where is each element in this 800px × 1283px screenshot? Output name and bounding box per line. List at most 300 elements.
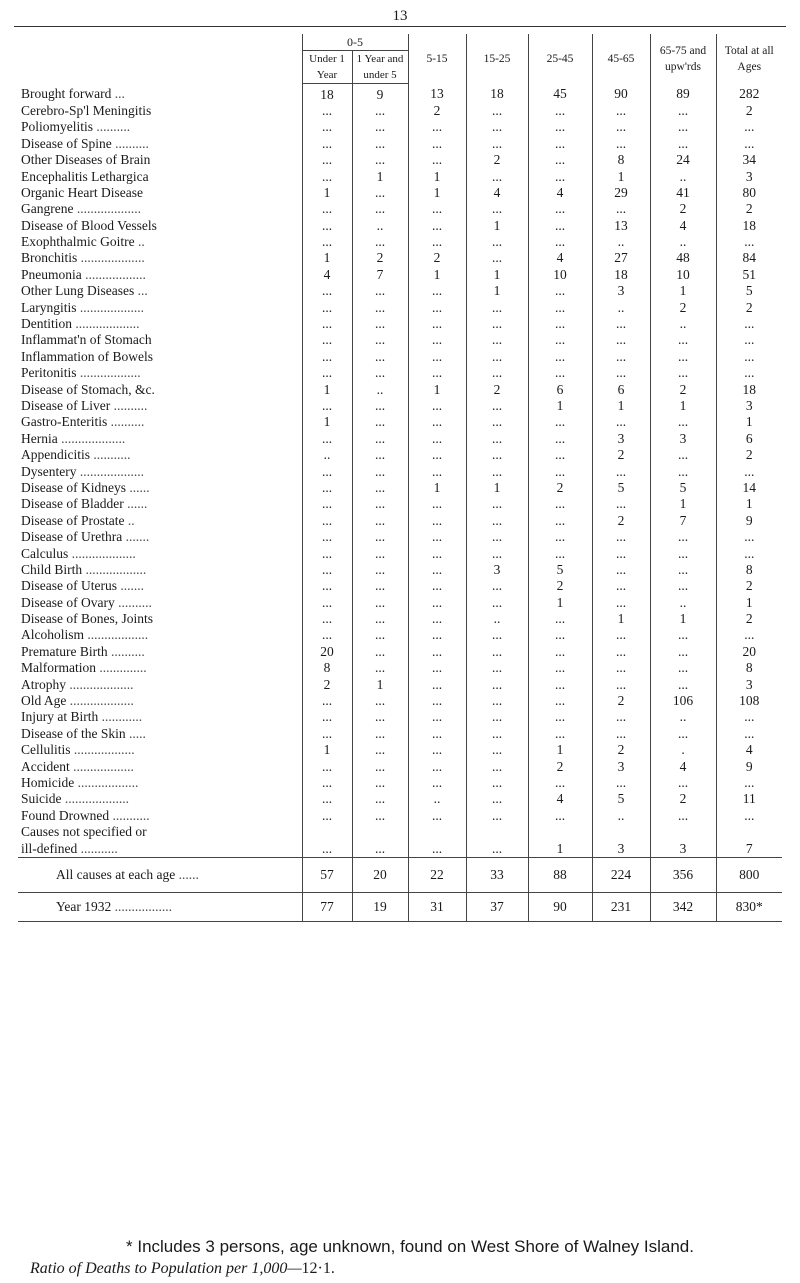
table-row	[18, 709, 782, 725]
value-cell: ...	[466, 398, 528, 414]
value-cell: ...	[466, 726, 528, 742]
leader-dots: ......	[129, 479, 150, 495]
leader-dots: ...................	[69, 676, 134, 692]
leader-dots: ..............	[99, 660, 147, 676]
value-cell: ...	[466, 660, 528, 676]
table-row	[18, 267, 782, 283]
value-cell: 10	[528, 267, 592, 283]
header-group-0-5: 0-5	[302, 34, 408, 51]
value-cell: ..	[650, 316, 716, 332]
value-cell: ...	[302, 398, 352, 414]
value-cell: ...	[408, 414, 466, 430]
value-cell: ...	[302, 218, 352, 234]
leader-dots: .......	[120, 578, 144, 594]
table-row	[18, 299, 782, 315]
value-cell: ...	[302, 513, 352, 529]
value-cell: ...	[528, 136, 592, 152]
value-cell: ...	[466, 513, 528, 529]
cause-label	[18, 758, 302, 774]
value-cell: ...	[352, 136, 408, 152]
value-cell: ...	[408, 627, 466, 643]
leader-dots: ...	[137, 283, 148, 299]
value-cell: ...	[716, 234, 782, 250]
table-row	[18, 824, 782, 840]
all-causes-cell: 33	[466, 857, 528, 892]
value-cell: ...	[716, 365, 782, 381]
value-cell: ...	[352, 578, 408, 594]
cause-label	[18, 562, 302, 578]
value-cell: ...	[352, 299, 408, 315]
table-row	[18, 381, 782, 397]
leader-dots: ...................	[76, 201, 141, 217]
year-cell: 19	[352, 892, 408, 921]
value-cell: ..	[302, 447, 352, 463]
cause-name: Cellulitis	[21, 742, 71, 758]
value-cell: ...	[650, 414, 716, 430]
value-cell: ...	[408, 218, 466, 234]
value-cell: .	[650, 742, 716, 758]
cause-name: Old Age	[21, 693, 67, 709]
value-cell: ...	[352, 644, 408, 660]
cause-label	[18, 513, 302, 529]
value-cell: 6	[716, 431, 782, 447]
value-cell: ...	[408, 201, 466, 217]
value-cell: ...	[408, 693, 466, 709]
value-cell: ...	[650, 676, 716, 692]
value-cell: 1	[302, 185, 352, 201]
table-row	[18, 775, 782, 791]
value-cell: ...	[650, 529, 716, 545]
cause-label	[18, 431, 302, 447]
value-cell: ...	[528, 676, 592, 692]
value-cell: ...	[650, 349, 716, 365]
value-cell: ...	[408, 660, 466, 676]
value-cell: 8	[716, 562, 782, 578]
value-cell: ...	[302, 332, 352, 348]
value-cell: ...	[592, 365, 650, 381]
value-cell: ...	[302, 611, 352, 627]
value-cell: ...	[302, 840, 352, 857]
leader-dots: ...........	[80, 840, 118, 856]
cause-name: Cerebro-Sp'l Meningitis	[21, 102, 152, 118]
leader-dots: ...................	[69, 693, 134, 709]
value-cell: 20	[716, 644, 782, 660]
value-cell: ...	[716, 709, 782, 725]
all-causes-row	[18, 857, 782, 892]
value-cell: ...	[408, 316, 466, 332]
value-cell: ...	[592, 726, 650, 742]
value-cell: 2	[592, 447, 650, 463]
value-cell: ...	[716, 775, 782, 791]
table-row	[18, 840, 782, 857]
value-cell: 14	[716, 480, 782, 496]
table-row	[18, 201, 782, 217]
ratio-line	[30, 1260, 335, 1278]
leader-dots: ..........	[113, 398, 148, 413]
leader-dots: ..................	[73, 742, 135, 758]
table-row	[18, 611, 782, 627]
cause-header	[18, 34, 302, 84]
cause-name: Disease of Ovary	[21, 594, 115, 610]
value-cell: 1	[466, 218, 528, 234]
cause-name: Disease of the Skin	[21, 725, 126, 741]
value-cell: 1	[302, 414, 352, 430]
table-row	[18, 136, 782, 152]
value-cell: ...	[352, 611, 408, 627]
value-cell: ...	[528, 431, 592, 447]
value-cell: ...	[528, 726, 592, 742]
value-cell: ...	[650, 578, 716, 594]
value-cell: ...	[352, 431, 408, 447]
value-cell: 4	[716, 742, 782, 758]
value-cell: 1	[650, 496, 716, 512]
cause-name: Peritonitis	[21, 365, 77, 381]
cause-name: Disease of Liver	[21, 398, 111, 413]
value-cell: ...	[408, 775, 466, 791]
leader-dots: ...........	[93, 447, 131, 463]
cause-label	[18, 627, 302, 643]
value-cell: ...	[352, 595, 408, 611]
cause-label	[18, 824, 302, 840]
value-cell: 2	[716, 611, 782, 627]
value-cell: 5	[716, 283, 782, 299]
value-cell: ...	[466, 234, 528, 250]
value-cell: ...	[302, 316, 352, 332]
table-row	[18, 349, 782, 365]
ratio-label: Ratio of Deaths to Population per 1,000—	[30, 1260, 302, 1277]
value-cell: ...	[650, 562, 716, 578]
leader-dots: ..........	[115, 135, 149, 151]
value-cell: ...	[408, 529, 466, 545]
value-cell: 1	[466, 480, 528, 496]
cause-name: Atrophy	[21, 676, 66, 692]
value-cell: ...	[650, 808, 716, 824]
value-cell: ...	[352, 480, 408, 496]
cause-name: Other Lung Diseases	[21, 283, 135, 299]
value-cell: ...	[466, 332, 528, 348]
value-cell: ...	[408, 136, 466, 152]
value-cell: 18	[716, 218, 782, 234]
value-cell: 1	[352, 168, 408, 184]
value-cell: ...	[302, 791, 352, 807]
value-cell: ...	[302, 529, 352, 545]
all-causes-cell: 224	[592, 857, 650, 892]
cause-name: Laryngitis	[21, 299, 77, 315]
value-cell: ..	[592, 299, 650, 315]
value-cell: ...	[716, 316, 782, 332]
table-row	[18, 644, 782, 660]
value-cell: ...	[466, 447, 528, 463]
cause-name: Organic Heart Disease	[21, 184, 143, 200]
value-cell: ...	[408, 808, 466, 824]
value-cell: ...	[408, 742, 466, 758]
value-cell: ...	[466, 463, 528, 479]
ratio-value: 12·1.	[301, 1260, 335, 1277]
value-cell: ...	[352, 103, 408, 119]
value-cell: ...	[352, 791, 408, 807]
leader-dots: ............	[101, 709, 143, 725]
table-row	[18, 431, 782, 447]
value-cell: ...	[528, 119, 592, 135]
value-cell: ...	[352, 152, 408, 168]
value-cell: 3	[592, 431, 650, 447]
value-cell: 1	[302, 381, 352, 397]
all-causes-cell: 356	[650, 857, 716, 892]
cause-label	[18, 480, 302, 496]
year-label: Year 1932 .................	[18, 892, 302, 921]
value-cell: ...	[716, 627, 782, 643]
value-cell: 7	[716, 840, 782, 857]
value-cell: ...	[302, 578, 352, 594]
table-row	[18, 693, 782, 709]
value-cell: ...	[650, 365, 716, 381]
value-cell: ...	[592, 595, 650, 611]
value-cell: ...	[466, 709, 528, 725]
value-cell: ...	[408, 349, 466, 365]
value-cell: ...	[650, 545, 716, 561]
value-cell: ...	[302, 103, 352, 119]
value-cell: ...	[650, 136, 716, 152]
value-cell: ...	[466, 742, 528, 758]
value-cell: ...	[592, 529, 650, 545]
all-causes-cell: 57	[302, 857, 352, 892]
value-cell: ...	[408, 332, 466, 348]
value-cell: ...	[592, 676, 650, 692]
header-45-65: 45-65	[592, 34, 650, 84]
year-cell: 830*	[716, 892, 782, 921]
value-cell: ...	[592, 562, 650, 578]
value-cell: 2	[528, 480, 592, 496]
value-cell: 4	[302, 267, 352, 283]
cause-name: Causes not specified or	[21, 824, 147, 840]
value-cell: ...	[352, 398, 408, 414]
value-cell: ...	[592, 463, 650, 479]
value-cell: 24	[650, 152, 716, 168]
value-cell: ...	[302, 545, 352, 561]
value-cell: ...	[466, 758, 528, 774]
leader-dots: ......	[127, 496, 148, 512]
value-cell: ...	[352, 332, 408, 348]
value-cell: 1	[592, 611, 650, 627]
table-row	[18, 595, 782, 611]
value-cell: ...	[592, 349, 650, 365]
value-cell: ...	[528, 218, 592, 234]
value-cell: ...	[528, 463, 592, 479]
cause-name: Disease of Urethra	[21, 529, 123, 545]
leader-dots: ..	[137, 234, 145, 250]
value-cell: 41	[650, 185, 716, 201]
value-cell: ...	[352, 349, 408, 365]
leader-dots: ..........	[118, 594, 152, 610]
value-cell: ...	[302, 234, 352, 250]
leader-dots: ..	[127, 512, 135, 528]
value-cell: ...	[352, 234, 408, 250]
value-cell: ...	[528, 447, 592, 463]
value-cell: ...	[592, 775, 650, 791]
value-cell: ...	[352, 201, 408, 217]
value-cell: ...	[528, 545, 592, 561]
value-cell: 4	[650, 758, 716, 774]
value-cell: ...	[302, 119, 352, 135]
header-5-15: 5-15	[408, 34, 466, 84]
value-cell: 3	[650, 840, 716, 857]
value-cell: ...	[352, 742, 408, 758]
cause-name: Appendicitis	[21, 447, 90, 463]
cause-label	[18, 152, 302, 168]
cause-label	[18, 447, 302, 463]
cause-name: Suicide	[21, 791, 62, 807]
value-cell: ...	[466, 627, 528, 643]
value-cell: 2	[592, 513, 650, 529]
value-cell: ...	[302, 496, 352, 512]
value-cell: ...	[528, 775, 592, 791]
leader-dots: ...	[114, 86, 125, 102]
cause-label	[18, 496, 302, 512]
value-cell: ...	[592, 332, 650, 348]
value-cell: ...	[408, 758, 466, 774]
value-cell: 1	[716, 414, 782, 430]
cause-label	[18, 234, 302, 250]
table-row	[18, 463, 782, 479]
value-cell: 2	[302, 676, 352, 692]
year-row	[18, 892, 782, 921]
value-cell: 4	[528, 185, 592, 201]
value-cell: 8	[302, 660, 352, 676]
value-cell: ...	[592, 201, 650, 217]
value-cell: ...	[352, 660, 408, 676]
cause-name: Encephalitis Lethargica	[21, 168, 149, 184]
value-cell: ...	[408, 562, 466, 578]
value-cell: ...	[650, 103, 716, 119]
table-row	[18, 447, 782, 463]
year-cell: 37	[466, 892, 528, 921]
value-cell: ...	[466, 808, 528, 824]
value-cell: 20	[302, 644, 352, 660]
table-row	[18, 496, 782, 512]
value-cell: ...	[352, 365, 408, 381]
value-cell: ...	[408, 299, 466, 315]
value-cell: ...	[352, 414, 408, 430]
cause-name: Found Drowned	[21, 807, 110, 823]
value-cell: ...	[466, 349, 528, 365]
value-cell: ...	[352, 545, 408, 561]
value-cell: 2	[408, 103, 466, 119]
value-cell: ...	[528, 316, 592, 332]
value-cell: ...	[592, 119, 650, 135]
cause-name: Homicide	[21, 774, 75, 790]
value-cell: ...	[302, 480, 352, 496]
value-cell: 1	[408, 381, 466, 397]
table-row	[18, 758, 782, 774]
value-cell: ...	[466, 168, 528, 184]
value-cell: ...	[408, 513, 466, 529]
cause-name: Dentition	[21, 316, 72, 332]
all-causes-label: All causes at each age ......	[18, 857, 302, 892]
value-cell: 2	[352, 250, 408, 266]
value-cell: 5	[592, 791, 650, 807]
leader-dots: ..................	[77, 774, 139, 790]
value-cell: 1	[716, 496, 782, 512]
leader-dots: .......	[125, 529, 150, 545]
all-causes-cell: 20	[352, 857, 408, 892]
cause-label	[18, 84, 302, 103]
value-cell: ...	[466, 840, 528, 857]
value-cell: 3	[592, 758, 650, 774]
value-cell: ...	[716, 332, 782, 348]
value-cell: ...	[528, 168, 592, 184]
table-row	[18, 545, 782, 561]
value-cell: ...	[716, 726, 782, 742]
value-cell: ...	[528, 299, 592, 315]
value-cell: 51	[716, 267, 782, 283]
value-cell: 18	[716, 381, 782, 397]
value-cell: ...	[466, 119, 528, 135]
value-cell: ...	[408, 431, 466, 447]
cause-label	[18, 644, 302, 660]
value-cell: ...	[408, 578, 466, 594]
value-cell: ...	[650, 119, 716, 135]
value-cell: ...	[466, 299, 528, 315]
value-cell: ...	[592, 644, 650, 660]
header-total: Total at all Ages	[716, 34, 782, 84]
cause-name: Disease of Blood Vessels	[21, 217, 157, 233]
cause-name: Disease of Kidneys	[21, 479, 126, 495]
value-cell: ...	[716, 463, 782, 479]
value-cell: ...	[528, 808, 592, 824]
table-row	[18, 791, 782, 807]
cause-label	[18, 136, 302, 152]
cause-label	[18, 529, 302, 545]
table-row	[18, 234, 782, 250]
value-cell: 1	[302, 742, 352, 758]
value-cell: ...	[352, 775, 408, 791]
value-cell: 1	[592, 398, 650, 414]
value-cell: ...	[528, 365, 592, 381]
leader-dots: ...................	[75, 316, 140, 332]
leader-dots: ..........	[96, 119, 131, 135]
value-cell: ...	[592, 136, 650, 152]
value-cell: ...	[302, 709, 352, 725]
value-cell: 1	[408, 168, 466, 184]
value-cell: ...	[302, 627, 352, 643]
leader-dots: ..................	[79, 365, 141, 381]
value-cell: ...	[528, 152, 592, 168]
header-65-75: 65-75 and upw'rds	[650, 34, 716, 84]
value-cell: 45	[528, 84, 592, 103]
value-cell: ...	[352, 185, 408, 201]
value-cell: ...	[650, 644, 716, 660]
value-cell: 5	[528, 562, 592, 578]
value-cell: 1	[528, 595, 592, 611]
value-cell: 2	[716, 578, 782, 594]
cause-name: Gangrene	[21, 201, 74, 217]
value-cell: ...	[302, 595, 352, 611]
value-cell: ...	[408, 676, 466, 692]
value-cell: 1	[528, 840, 592, 857]
value-cell: ...	[466, 693, 528, 709]
value-cell: ...	[716, 119, 782, 135]
cause-label	[18, 365, 302, 381]
value-cell: ...	[466, 316, 528, 332]
cause-name: Disease of Bones, Joints	[21, 611, 153, 627]
table-row	[18, 529, 782, 545]
value-cell: 1	[650, 398, 716, 414]
cause-name: Malformation	[21, 660, 96, 676]
value-cell: ...	[302, 299, 352, 315]
value-cell: ..	[650, 709, 716, 725]
value-cell: ...	[528, 693, 592, 709]
value-cell: ...	[352, 808, 408, 824]
